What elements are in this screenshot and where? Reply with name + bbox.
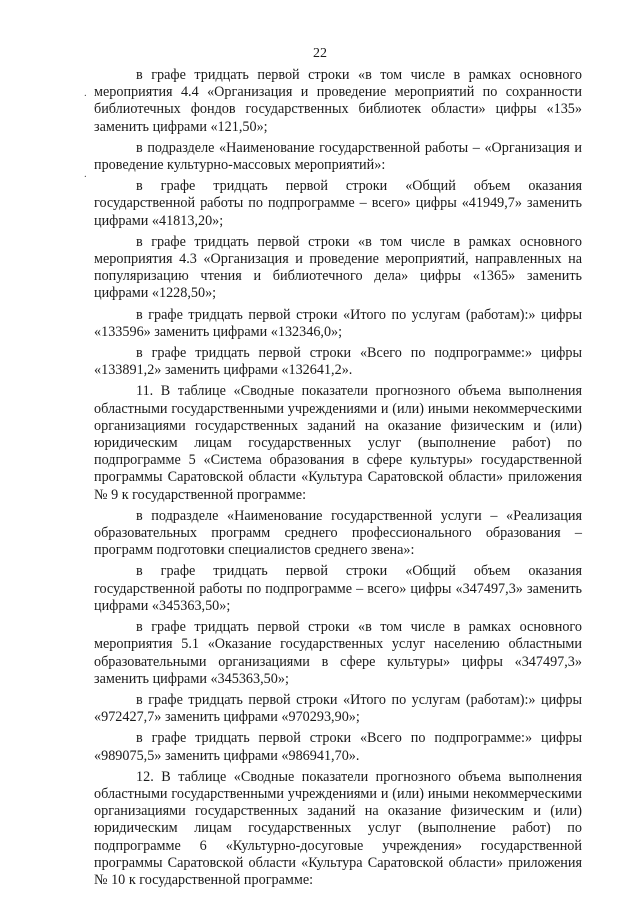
paragraph-education-subprogram-total: в графе тридцать первой строки «Всего по подпрограмме:» цифры «989075,5» заменить цифрами «986941,70». <box>94 730 582 764</box>
paragraph-item-12: 12. В таблице «Сводные показатели прогнозного объема выполнения областными государственными учреждениями и (или) иными некоммерческими организациями государственных заданий на оказание физическим и (или) юридическим лицам государственных услуг (выполнение работ) по подпрограмме 6 «Культурно-досуговые учреждения» государственной программы Саратовской области «Культура Саратовской области» приложения № 10 к государственной программе: <box>94 768 582 888</box>
paragraph-5-1-amendment: в графе тридцать первой строки «в том числе в рамках основного мероприятия 5.1 «Оказание государственных услуг населению областными образовательными организациями в сфере культуры» цифры «347497,3» заменить цифрами «345363,50»; <box>94 619 582 687</box>
paragraph-item-11: 11. В таблице «Сводные показатели прогнозного объема выполнения областными государственными учреждениями и (или) иными некоммерческими организациями государственных заданий на оказание физическим и (или) юридическим лицам государственных услуг (выполнение работ) по подпрограмме 5 «Система образования в сфере культуры» государственной программы Саратовской области «Культура Саратовской области» приложения № 9 к государственной программе: <box>94 383 582 503</box>
document-body <box>94 67 582 889</box>
paragraph-subsection-education: в подразделе «Наименование государственной услуги – «Реализация образовательных программ среднего профессионального образования – программ подготовки специалистов среднего звена»: <box>94 507 582 559</box>
paragraph-subprogram-total-amendment: в графе тридцать первой строки «Всего по подпрограмме:» цифры «133891,2» заменить цифрами «132641,2». <box>94 345 582 379</box>
page-number: 22 <box>313 46 327 61</box>
paragraph-subsection-cultural-events: в подразделе «Наименование государственной работы – «Организация и проведение культурно-массовых мероприятий»: <box>94 139 582 174</box>
paragraph-education-services-total: в графе тридцать первой строки «Итого по услугам (работам):» цифры «972427,7» заменить цифрами «970293,90»; <box>94 691 582 726</box>
paragraph-total-volume-amendment: в графе тридцать первой строки «Общий объем оказания государственной работы по подпрограмме – всего» цифры «41949,7» заменить цифрами «41813,20»; <box>94 178 582 229</box>
paragraph-services-total-amendment: в графе тридцать первой строки «Итого по услугам (работам):» цифры «133596» заменить цифрами «132346,0»; <box>94 306 582 340</box>
paragraph-4-4-amendment: в графе тридцать первой строки «в том числе в рамках основного мероприятия 4.4 «Организация и проведение мероприятий по сохранности библиотечных фондов государственных библиотек области» цифры «135» заменить цифрами «121,50»; <box>94 67 582 135</box>
paragraph-education-total-volume: в графе тридцать первой строки «Общий объем оказания государственной работы по подпрограмме – всего» цифры «347497,3» заменить цифрами «345363,50»; <box>94 563 582 614</box>
scan-speck: . <box>84 87 87 99</box>
scan-speck: . <box>84 168 87 180</box>
paragraph-4-3-amendment: в графе тридцать первой строки «в том числе в рамках основного мероприятия 4.3 «Организация и проведение мероприятий, направленных на популяризацию чтения и библиотечного дела» цифры «1365» заменить цифрами «1228,50»; <box>94 233 582 302</box>
